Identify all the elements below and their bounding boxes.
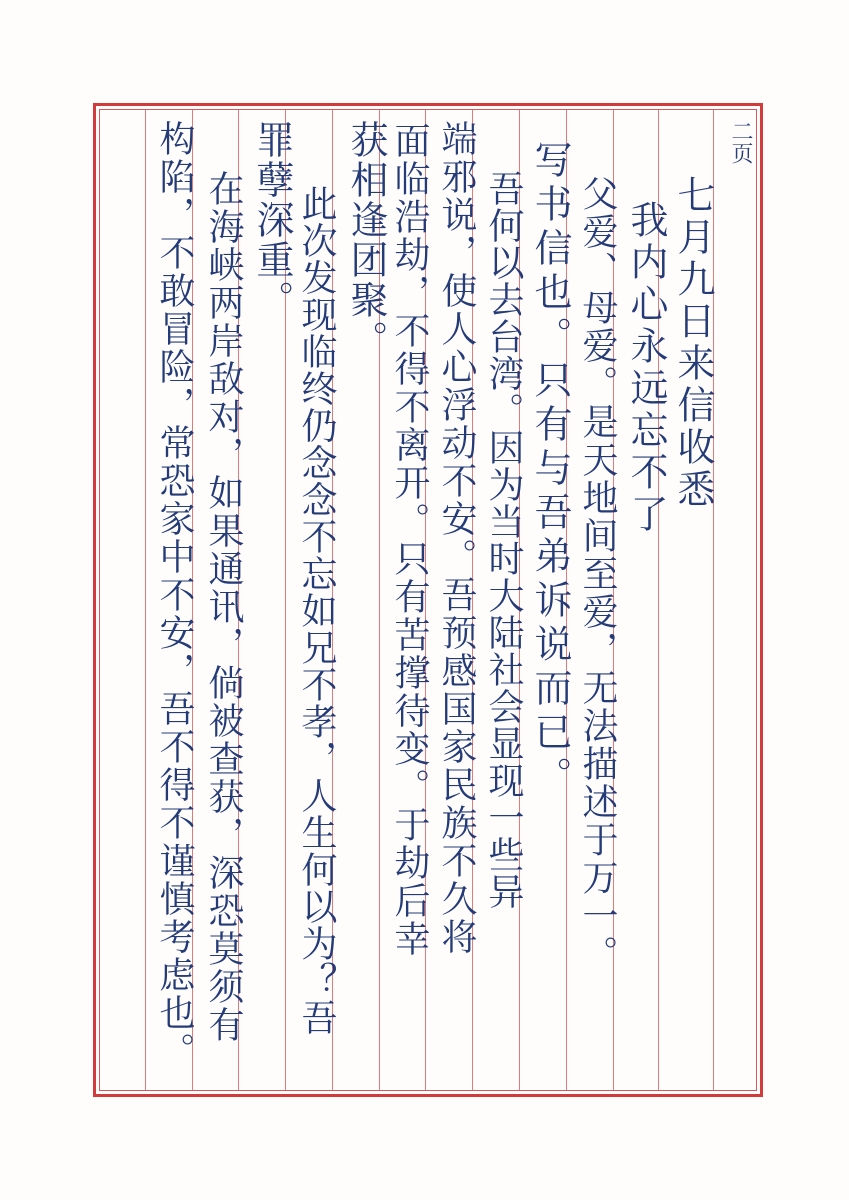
letter-column-8: 获相逢团聚。 xyxy=(344,120,388,360)
letter-column-4: 写书信也。只有与吾弟诉说而已。 xyxy=(528,140,572,800)
letter-column-1: 七月九日来信收悉 xyxy=(671,175,715,511)
letter-column-6: 端邪说，使人心浮动不安。吾预感国家民族不久将 xyxy=(436,120,477,956)
letter-column-5: 吾何以去台湾。因为当时大陆社会显现一些异 xyxy=(483,170,524,910)
letter-column-7: 面临浩劫，不得不离开。只有苦撑待变。于劫后幸 xyxy=(389,122,430,958)
letter-column-11: 在海峡两岸敌对，如果通讯，倘被查获，深恐莫须有 xyxy=(203,170,244,1044)
page-number-label: 二页 xyxy=(728,120,753,164)
letter-column-12: 构陷，不敢冒险，常恐家中不安，吾不得不谨慎考虑也。 xyxy=(154,120,195,1070)
letter-column-9: 此次发现临终仍念念不忘如兄不孝，人生何以为？吾 xyxy=(296,185,337,1036)
letter-column-10: 罪孽深重。 xyxy=(250,120,294,320)
letter-column-3: 父爱、母爱。是天地间至爱，无法描述于万一。 xyxy=(577,175,618,973)
column-rule xyxy=(145,110,146,1090)
letter-column-2: 我内心永远忘不了 xyxy=(624,200,668,536)
